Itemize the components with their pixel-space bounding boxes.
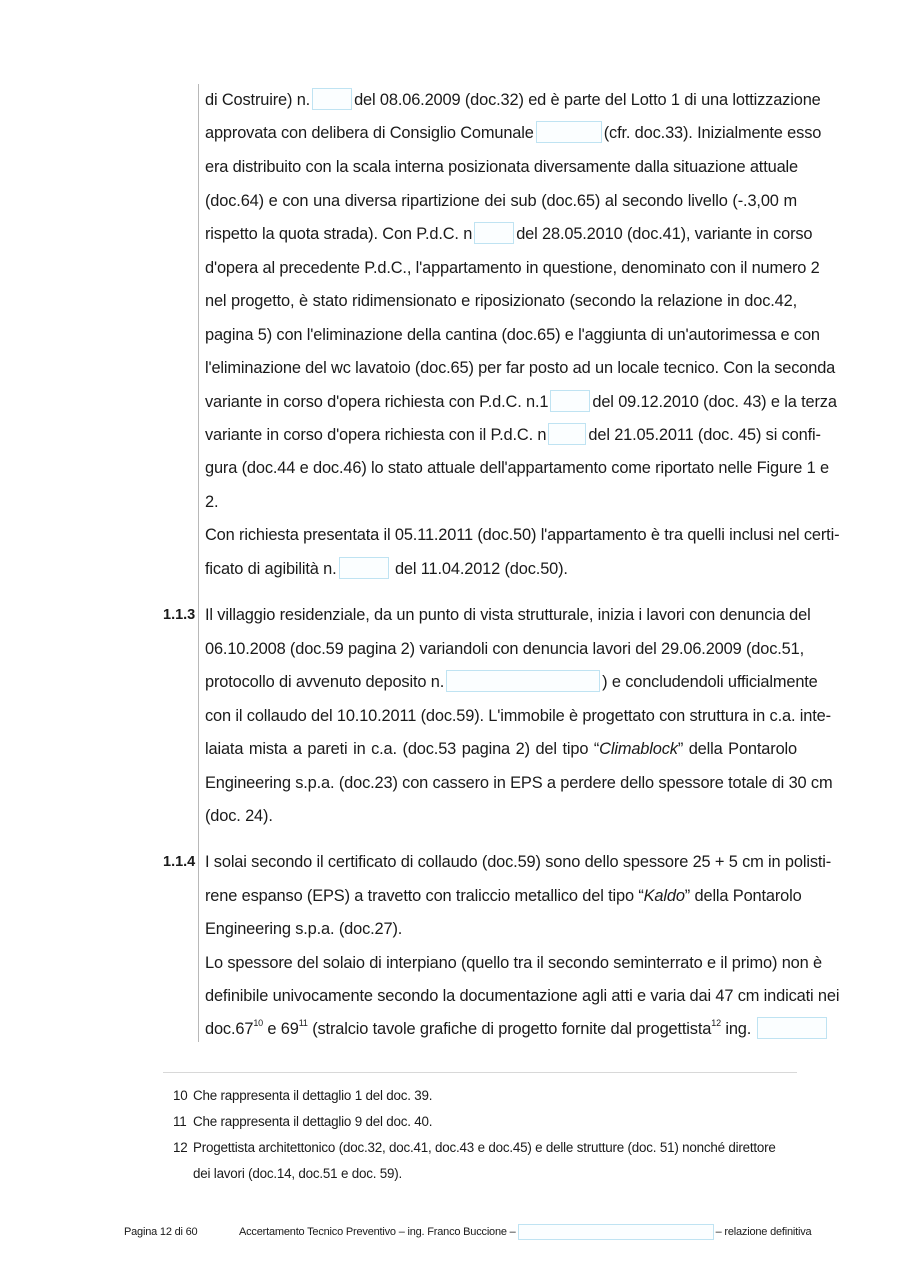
redaction-box — [757, 1017, 827, 1039]
text-line: d'opera al precedente P.d.C., l'appartamento in questione, denominato con il numero 2 — [205, 259, 820, 277]
footer-title: Accertamento Tecnico Preventivo – ing. Franco Buccione – – relazione definitiva — [239, 1220, 811, 1244]
redaction-box — [548, 423, 586, 445]
text-line: nel progetto, è stato ridimensionato e riposizionato (secondo la relazione in doc.42, — [205, 292, 797, 310]
text-line: Il villaggio residenziale, da un punto di vista strutturale, inizia i lavori con denuncia del — [205, 606, 811, 624]
text-line: I solai secondo il certificato di collaudo (doc.59) sono dello spessore 25 + 5 cm in polisti- — [205, 853, 832, 871]
text-line: Con richiesta presentata il 05.11.2011 (doc.50) l'appartamento è tra quelli inclusi nel certi- — [205, 526, 840, 544]
left-margin-rule — [198, 84, 199, 1042]
redaction-box — [474, 222, 514, 244]
text-line: variante in corso d'opera richiesta con P.d.C. n.1 del 09.12.2010 (doc. 43) e la terza — [205, 386, 797, 419]
text-line: Lo spessore del solaio di interpiano (quello tra il secondo seminterrato e il primo) non è — [205, 954, 822, 972]
text-line: era distribuito con la scala interna posizionata diversamente dalla situazione attuale — [205, 158, 799, 176]
text-line: (doc. 24). — [205, 807, 273, 825]
text-line: $doc.67^{10}$ e $69^{11}$ (stralcio tavole grafiche di progetto fornite dal progettista$^{12}$ ing. — [205, 1013, 797, 1046]
section-number: 1.1.4 — [163, 854, 196, 870]
text-line: laiata mista a pareti in c.a. (doc.53 pagina 2) del tipo “Climablock” della Pontarolo — [205, 740, 797, 758]
text-line: l'eliminazione del wc lavatoio (doc.65) per far posto ad un locale tecnico. Con la seconda — [205, 359, 836, 377]
text-line: di Costruire) n. del 08.06.2009 (doc.32) ed è parte del Lotto 1 di una lottizzazione — [205, 84, 797, 117]
redaction-box — [312, 88, 352, 110]
footnote-continuation: dei lavori (doc.14, doc.51 e doc. 59). — [193, 1166, 403, 1181]
footnote: 10 Che rappresenta il dettaglio 1 del doc. 39. — [173, 1088, 433, 1103]
redaction-box — [518, 1224, 714, 1240]
text-line: Engineering s.p.a. (doc.27). — [205, 920, 403, 938]
footnote: 12 Progettista architettonico (doc.32, doc.41, doc.43 e doc.45) e delle strutture (doc. 51) nonché direttore — [173, 1140, 776, 1155]
redaction-box — [550, 390, 590, 412]
text-line: 2. — [205, 493, 219, 511]
redaction-box — [536, 121, 602, 143]
text-line: gura (doc.44 e doc.46) lo stato attuale dell'appartamento come riportato nelle Figure 1 e — [205, 459, 829, 477]
text-line: rispetto la quota strada). Con P.d.C. n del 28.05.2010 (doc.41), variante in corso — [205, 218, 797, 251]
redaction-box — [339, 557, 389, 579]
text-line: rene espanso (EPS) a travetto con traliccio metallico del tipo “Kaldo” della Pontarolo — [205, 887, 802, 905]
text-line: pagina 5) con l'eliminazione della cantina (doc.65) e l'aggiunta di un'autorimessa e con — [205, 326, 820, 344]
text-line: con il collaudo del 10.10.2011 (doc.59). L'immobile è progettato con struttura in c.a. inte- — [205, 707, 831, 725]
text-line: approvata con delibera di Consiglio Comunale (cfr. doc.33). Inizialmente esso — [205, 117, 797, 150]
section-number: 1.1.3 — [163, 607, 196, 623]
text-line: definibile univocamente secondo la documentazione agli atti e varia dai 47 cm indicati nei — [205, 987, 840, 1005]
text-line: variante in corso d'opera richiesta con il P.d.C. n del 21.05.2011 (doc. 45) si confi- — [205, 419, 797, 452]
redaction-box — [446, 670, 600, 692]
page-number: Pagina 12 di 60 — [124, 1226, 198, 1238]
text-line: Engineering s.p.a. (doc.23) con cassero in EPS a perdere dello spessore totale di 30 cm — [205, 774, 833, 792]
text-line: (doc.64) e con una diversa ripartizione dei sub (doc.65) al secondo livello (-.3,00 m — [205, 192, 797, 210]
text-line: ficato di agibilità n. del 11.04.2012 (doc.50). — [205, 553, 797, 586]
text-line: protocollo di avvenuto deposito n. ) e concludendoli ufficialmente — [205, 666, 797, 699]
text-line: 06.10.2008 (doc.59 pagina 2) variandoli con denuncia lavori del 29.06.2009 (doc.51, — [205, 640, 804, 658]
footnote-separator — [163, 1072, 797, 1073]
footnote: 11 Che rappresenta il dettaglio 9 del doc. 40. — [173, 1114, 433, 1129]
